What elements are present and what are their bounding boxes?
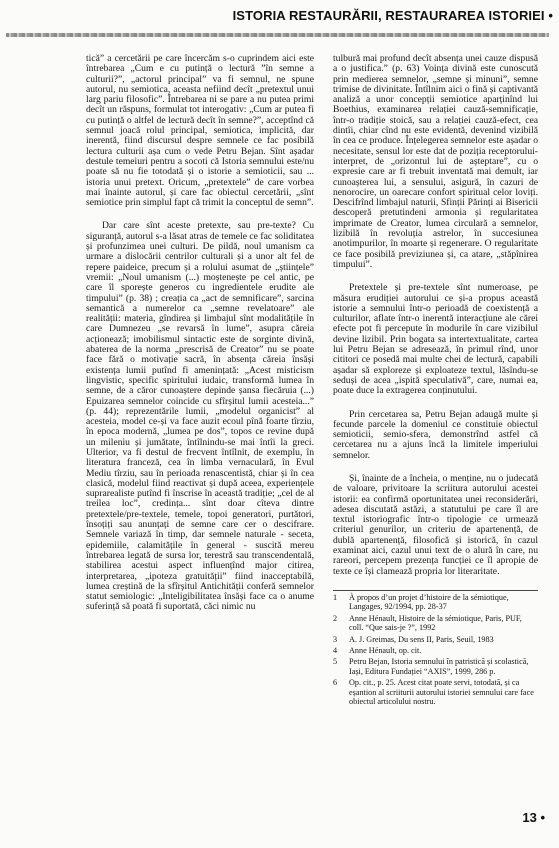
footnote [333, 657, 538, 676]
footnote-number: 1 [333, 592, 338, 602]
footnotes [333, 590, 538, 706]
paragraph: tulbură mai profund decît absența unei cauze dispusă a o justifica.” (p. 63) Voința divină este cunoscută prin medierea semnelor, „semne și minuni”, semne trimise de divinitate. Întîlnim aici o fină și captivantă analiză a unor concepții semiotice aparținînd lui Boethius, examinarea relației cauză-semnificație, într-o tradiție stoică, sau a relației cauză-efect, cea dintîi, chiar cînd nu este evidentă, devenind vizibilă în cea ce produce. Înțelegerea semnelor este așadar o necesitate, sensul lor este dat de poziția receptorului-interpret, de „orizontul lui de așteptare”, cu o expresie care ar fi trebuit inventată mai demult, iar cunoașterea lui, a sensului, asigură, în cazuri de nenorocire, un oarecare confort spiritual celor loviți. Descifrînd limbajul naturii, Sfinții Părinți ai Bisericii descoperă pretutindeni armonia și regularitatea imprimate de Creator, lumea circulară a semnelor, lizibilă în revoluția astrelor, în succesiunea anotimpurilor, în moarte și regenerare. O regularitate ce face posibilă previziunea și, ca atare, „stăpînirea timpului”. [333, 54, 538, 270]
footnote-number: 3 [333, 634, 338, 644]
footnote-number: 2 [333, 613, 338, 623]
footnote-text: Op. cit., p. 25. Acest citat poate servi, totodată, și ca eșantion al scriiturii autorului istoriei semnului care face obiectul articolului nostru. [349, 678, 534, 707]
paragraph: Dar care sînt aceste pretexte, sau pre-texte? Cu siguranță, autorul s-a lăsat atras de temele ce fac soliditatea și profunzimea unei culturi. De pildă, noul umanism ca urmare a dislocării centrilor culturali și a unor alt fel de repere paideice, precum și a rolului asumat de „științele” vremii: „Noul umanism (...) moștenește pe cel antic, pe care îl sporește generos cu ingredientele erudite ale timpului” (p. 38) ; creația ca „act de semnificare”, sarcina semantică a numerelor ca „semne revelatoare” ale realității: materia, gîndirea și limbajul sînt modalitățile în care Dumnezeu „se revarsă în lume”, asupra căreia acționează; imobilismul sintactic este de sorginte divină, abaterea de la norma „prescrisă de Creator” nu se poate face fără o motivație sacră, în absența căreia însăși existența lumii putînd fi amenințată: „Acest misticism lingvistic, specific spiritului iudaic, transformă lumea în semne, de a căror cunoaștere depinde șansa fiecăruia (...) Epuizarea semnelor coincide cu sfîrșitul lumii acesteia...” (p. 44); reprezentările lumii, „modelul organicist” al acesteia, model ce-și va face auzit ecoul pînă foarte tîrziu, în epoca modernă, „lumea pe dos”, topos ce revine după un mileniu și jumătate, întîlnindu-se mai întîi la greci. Ulterior, va fi destul de frecvent întîlnit, de exemplu, în literatura franceză, cea în limba vernaculară, în Evul Mediu tîrziu, sau în perioada renascentistă, chiar și în cea clasică, modelul fiind reactivat și după aceea, experiențele suprarealiste putînd fi înscrise în această tradiție; „cel de al treilea loc”, credința... sînt doar cîteva dintre pretextele/pre-textele, temele, topoi generatori, purtători, însoțiți sau anunțați de semne care cer o descifrare. Semnele variază în timp, dar semnele naturale - seceta, epidemiile, calamitățile în general - suscită mereu întrebarea legată de sursa lor, terestră sau transcendentală, stabilirea acestui aspect influențînd major citirea, interpretarea, „ipoteza gratuității” fiind inacceptabilă, lumea creștină de la sfîrșitul Antichității conferă semnelor statut semiologic: „Inteligibilitatea însăși face ca o anume suferință să poată fi suportată, căci nimic nu [86, 220, 314, 613]
footnote-text: Anne Hénault, Histoire de la sémiotique, Paris, PUF, coll. “Que sais-je ?”, 1992 [349, 613, 522, 633]
page-number: 13 • [522, 810, 545, 825]
right-column [333, 54, 538, 792]
footnote [333, 635, 538, 644]
footnote-text: Petru Bejan, Istoria semnului în patristică și scolastică, Iași, Editura Fundației “AXIS”, 1999, 286 p. [349, 657, 529, 676]
footnote-number: 4 [333, 645, 338, 655]
header-title: ISTORIA RESTAURĂRII, RESTAURAREA ISTORIEI • [232, 8, 553, 23]
paragraph: Pretextele și pre-textele sînt numeroase, pe măsura erudiției autorului ce și-a propus această istorie a semnului într-o perioadă de coexistență a culturilor, aflate într-o inerentă interacțiune ale cărei efecte pot fi percepute în modurile în care vizibilul devine lizibil. Prin bogata sa intertextualitate, cartea lui Petru Bejan se adresează, în primul rînd, unor cititori ce posedă mai multe chei de lectură, capabili așadar să exploreze și exploateze textul, lăsîndu-se seduși de acea „ispită speculativă”, care, numai ea, poate duce la extragerea conținutului. [333, 282, 538, 397]
paragraph: Și, înainte de a încheia, o menține, nu o judecată de valoare, privitoare la scriitura autorului acestei istorii: ea confirmă oportunitatea unei reconsiderări, adesea discutată astăzi, a statutului pe care îl are textul istoriografic într-o tipologie ce urmează criteriul genurilor, un criteriu de apartenență, de dublă apartenență, filosofică și istorică, în cazul examinat aici, cazul unui text de o alură în care, nu rareori, percepem prezența funcției ce îl apropie de texte ce își clamează propria lor literaritate. [333, 472, 538, 577]
footnote [333, 593, 538, 612]
left-column [86, 54, 314, 814]
paragraph: tică” a cercetării pe care încercăm s-o cuprindem aici este întrebarea „Cum e cu putință o lectură ”în semne a culturii?”, „actorul principal” va fi semnul, ne spune autorul, nu semiotica, aceasta nefiind decît „pretextul unui larg pariu filosofic”. Întrebarea ni se pare a nu putea primi decît un răspuns, formulat tot interogativ: „Cum ar putea fi cu putință o altfel de lectură decît în semne?”, acceptînd că semnul joacă rolul principal, semiotica, implicită, dar inerentă, fiind discursul despre semnele ce fac posibilă lectura culturii așa cum o vede Petru Bejan. Sînt așadar destule temeiuri pentru a socoti că Istoria semnului este/nu poate să nu fie totodată și o istorie a semioticii, sau ... istoria unui pretext. Oricum, „pretextele” de care vorbea mai înainte autorul, și care fac obiectul cercetării, „sînt semiotice prin simplul fapt că trimit la conceptul de semn”. [86, 54, 314, 209]
footnote-text: Anne Hénault, op. cit. [349, 645, 422, 655]
footnote [333, 678, 538, 706]
footnote [333, 646, 538, 655]
running-header [200, 7, 553, 27]
header-rule [6, 33, 549, 37]
footnote [333, 614, 538, 633]
footnote-number: 6 [333, 678, 338, 688]
footnote-text: À propos d’un projet d’histoire de la sémiotique, Langages, 92/1994, pp. 28-37 [349, 592, 509, 612]
footnote-number: 5 [333, 657, 338, 667]
footnote-text: A. J. Greimas, Du sens II, Paris, Seuil, 1983 [349, 634, 494, 644]
paragraph: Prin cercetarea sa, Petru Bejan adaugă multe și fecunde parcele la domeniul ce constituie obiectul semioticii, semio-sfera, demonstrînd astfel că cercetarea nu a ajuns încă la limitele imperiului semnelor. [333, 408, 538, 461]
